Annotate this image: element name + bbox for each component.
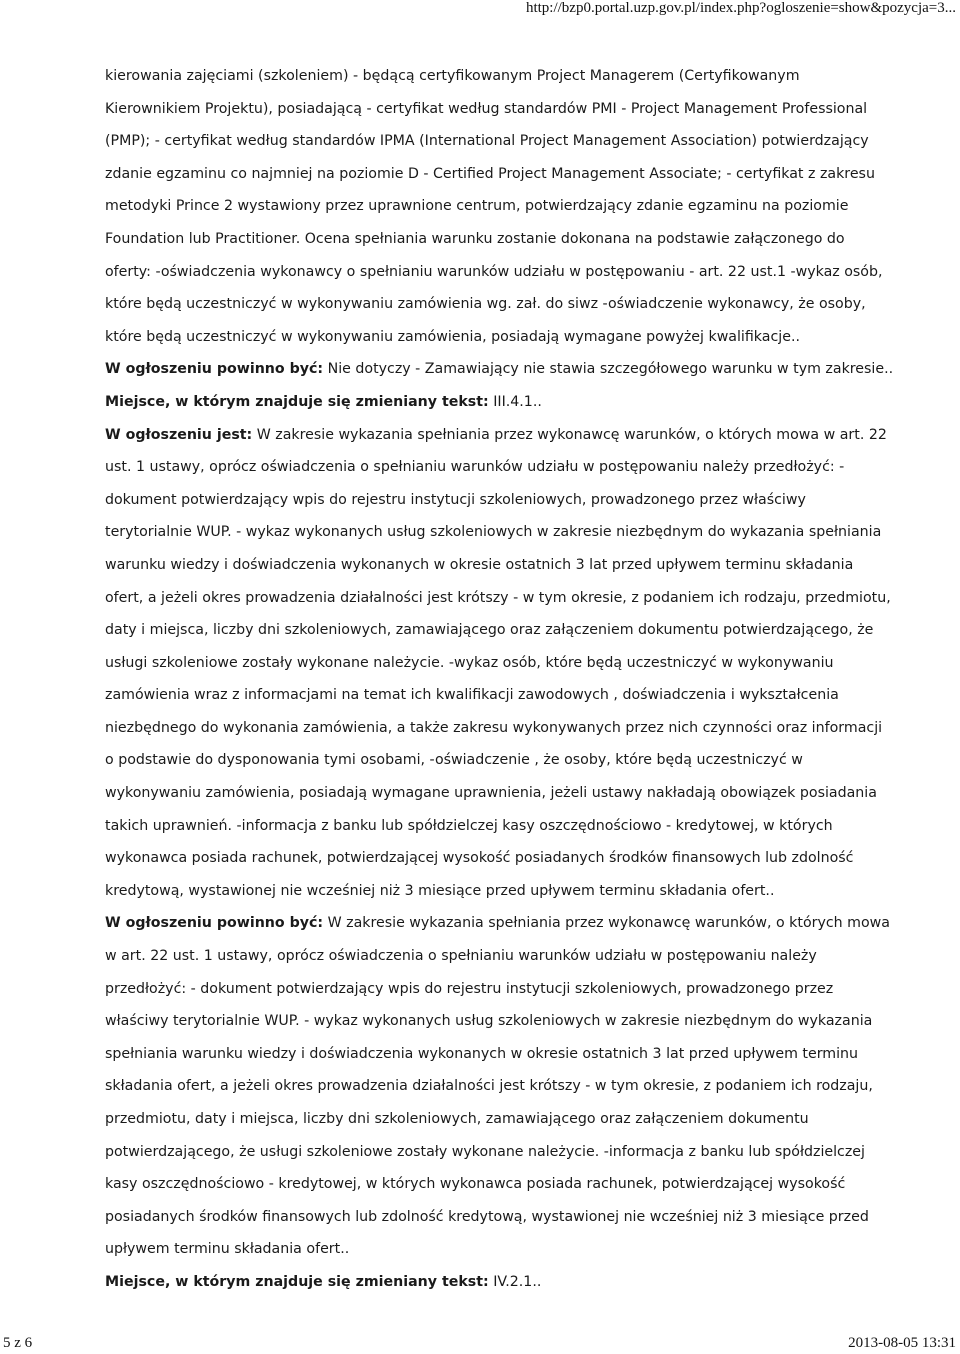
- paragraph-text: W zakresie wykazania spełniania przez wykonawcę warunków, o których mowa w art. 22 ust. 1 ustawy, oprócz oświadczenia o spełnianiu warunków udziału w postępowaniu należy przedłożyć: - dokument potwierdzający wpis do rejestru instytucji szkoleniowych, prowadzonego przez właściwy terytorialnie WUP. - wykaz wykonanych usług szkoleniowych w zakresie niezbędnym do wykazania spełniania warunku wiedzy i doświadczenia wykonanych w okresie ostatnich 3 lat przed upływem terminu składania ofert, a jeżeli okres prowadzenia działalności jest krótszy - w tym okresie, z podaniem ich rodzaju, przedmiotu, daty i miejsca, liczby dni szkoleniowych, zamawiającego oraz załączeniem dokumentu potwierdzającego, że usługi szkoleniowe zostały wykonane należycie. -informacja z banku lub spółdzielczej kasy oszczędnościowo - kredytowej, w których wykonawca posiada rachunek, potwierdzającej wysokość posiadanych środków finansowych lub zdolność kredytową, wystawionej nie wcześniej niż 3 miesiące przed upływem terminu składania ofert..: [105, 915, 890, 1258]
- paragraph-is: [105, 419, 895, 908]
- paragraph-should-be-1: [105, 353, 895, 386]
- print-datetime: 2013-08-05 13:31: [848, 1335, 956, 1351]
- document-body: [105, 60, 895, 1299]
- paragraph-location-2: [105, 1266, 895, 1299]
- paragraph-text: IV.2.1..: [488, 1273, 542, 1290]
- section-label: Miejsce, w którym znajduje się zmieniany tekst:: [105, 393, 489, 410]
- paragraph-text: Nie dotyczy - Zamawiający nie stawia szczegółowego warunku w tym zakresie..: [323, 361, 894, 378]
- section-label: W ogłoszeniu powinno być:: [105, 361, 324, 378]
- paragraph-text: W zakresie wykazania spełniania przez wykonawcę warunków, o których mowa w art. 22 ust. 1 ustawy, oprócz oświadczenia o spełnianiu warunków udziału w postępowaniu należy przedłożyć: - dokument potwierdzający wpis do rejestru instytucji szkoleniowych, prowadzonego przez właściwy terytorialnie WUP. - wykaz wykonanych usług szkoleniowych w zakresie niezbędnym do wykazania spełniania warunku wiedzy i doświadczenia wykonanych w okresie ostatnich 3 lat przed upływem terminu składania ofert, a jeżeli okres prowadzenia działalności jest krótszy - w tym okresie, z podaniem ich rodzaju, przedmiotu, daty i miejsca, liczby dni szkoleniowych, zamawiającego oraz załączeniem dokumentu potwierdzającego, że usługi szkoleniowe zostały wykonane należycie. -wykaz osób, które będą uczestniczyć w wykonywaniu zamówienia wraz z informacjami na temat ich kwalifikacji zawodowych , doświadczenia i wykształcenia niezbędnego do wykonania zamówienia, a także zakresu wykonywanych przez nich czynności oraz informacji o podstawie do dysponowania tymi osobami, -oświadczenie , że osoby, które będą uczestniczyć w wykonywaniu zamówienia, posiadają wymagane uprawnienia, jeżeli ustawy nakładają obowiązek posiadania takich uprawnień. -informacja z banku lub spółdzielczej kasy oszczędnościowo - kredytowej, w których wykonawca posiada rachunek, potwierdzającej wysokość posiadanych środków finansowych lub zdolność kredytową, wystawionej nie wcześniej niż 3 miesiące przed upływem terminu składania ofert..: [105, 426, 891, 899]
- page-number: 5 z 6: [3, 1335, 33, 1351]
- section-label: Miejsce, w którym znajduje się zmieniany tekst:: [105, 1273, 489, 1290]
- paragraph-should-be-2: [105, 907, 895, 1266]
- paragraph-text: kierowania zajęciami (szkoleniem) - będącą certyfikowanym Project Managerem (Certyfikowanym Kierownikiem Projektu), posiadającą - certyfikat według standardów PMI - Project Management Professional (PMP); - certyfikat według standardów IPMA (International Project Management Association) potwierdzający zdanie egzaminu co najmniej na poziomie D - Certified Project Management Associate; - certyfikat z zakresu metodyki Prince 2 wystawiony przez uprawnione centrum, potwierdzający zdanie egzaminu na poziomie Foundation lub Practitioner. Ocena spełniania warunku zostanie dokonana na podstawie załączonego do oferty: -oświadczenia wykonawcy o spełnianiu warunków udziału w postępowaniu - art. 22 ust.1 -wykaz osób, które będą uczestniczyć w wykonywaniu zamówienia wg. zał. do siwz -oświadczenie wykonawcy, że osoby, które będą uczestniczyć w wykonywaniu zamówienia, posiadają wymagane powyżej kwalifikacje..: [105, 68, 883, 345]
- page-url-header: http://bzp0.portal.uzp.gov.pl/index.php?ogloszenie=show&pozycja=3...: [525, 0, 956, 16]
- paragraph-text: III.4.1..: [488, 393, 542, 410]
- paragraph-requirements: [105, 60, 895, 353]
- paragraph-location-1: [105, 386, 895, 419]
- section-label: W ogłoszeniu powinno być:: [105, 915, 324, 932]
- section-label: W ogłoszeniu jest:: [105, 426, 253, 443]
